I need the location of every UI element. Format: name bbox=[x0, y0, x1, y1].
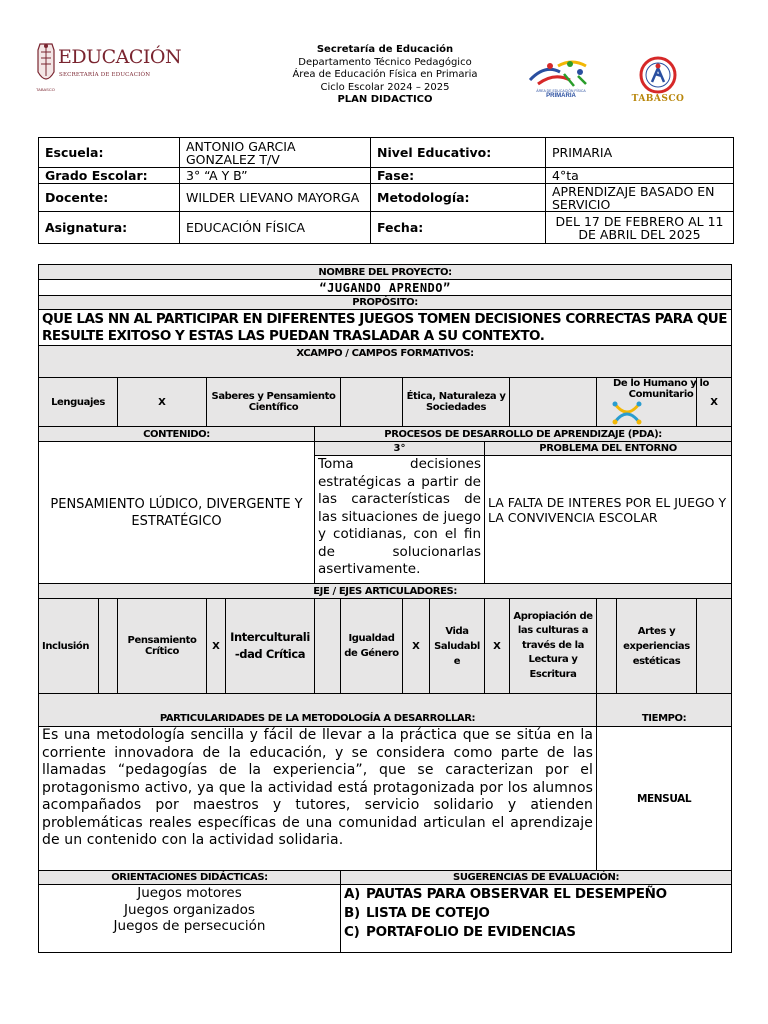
orientacion-item: Juegos organizados bbox=[124, 901, 255, 918]
escuela-value: ANTONIO GARCIA GONZALEZ T/V bbox=[180, 138, 371, 168]
orientaciones-list bbox=[39, 885, 341, 953]
eje-inclusion-mark bbox=[99, 599, 118, 694]
campo-humano bbox=[597, 378, 709, 427]
sugerencia-text: LISTA DE COTEJO bbox=[366, 905, 490, 921]
campo-lenguajes-mark: X bbox=[118, 378, 207, 427]
eje-pensamiento-critico: Pensamiento Crítico bbox=[118, 599, 207, 694]
fase-value: 4°ta bbox=[546, 168, 734, 184]
docente-label: Docente: bbox=[39, 184, 180, 212]
metodologia-value: APRENDIZAJE BASADO EN SERVICIO bbox=[546, 184, 734, 212]
contenido-value: PENSAMIENTO LÚDICO, DIVERGENTE Y ESTRATÉGICO bbox=[39, 442, 315, 584]
tabasco-logo bbox=[626, 56, 690, 106]
proposito-value: QUE LAS NN AL PARTICIPAR EN DIFERENTES JUEGOS TOMEN DECISIONES CORRECTAS PARA QUE RESULTE EXITOSO Y ESTAS LAS PUEDAN TRASLADAR A SU CONTEXTO. bbox=[39, 310, 732, 346]
sugerencias-list bbox=[341, 885, 732, 953]
sugerencia-letter: A) bbox=[344, 886, 361, 902]
mid-logo-caption-1: ÁREA DE EDUCACIÓN FÍSICA bbox=[536, 89, 586, 93]
mid-logo-caption-2: PRIMARIA bbox=[546, 93, 576, 99]
nivel-label: Nivel Educativo: bbox=[371, 138, 546, 168]
campo-saberes: Saberes y Pensamiento Científico bbox=[207, 378, 341, 427]
campos-formativos-label: XCAMPO / CAMPOS FORMATIVOS: bbox=[39, 346, 732, 378]
sugerencia-text: PORTAFOLIO DE EVIDENCIAS bbox=[366, 924, 576, 940]
fecha-value: DEL 17 DE FEBRERO AL 11 DE ABRIL DEL 2025 bbox=[546, 212, 734, 244]
sugerencia-letter: B) bbox=[344, 905, 360, 921]
logo-subtitle: SECRETARÍA DE EDUCACIÓN bbox=[59, 72, 151, 78]
asignatura-value: EDUCACIÓN FÍSICA bbox=[180, 212, 371, 244]
campo-etica-mark bbox=[510, 378, 597, 427]
athletes-icon bbox=[520, 58, 600, 92]
info-table bbox=[38, 137, 734, 244]
pda-label: PROCESOS DE DESARROLLO DE APRENDIZAJE (PDA): bbox=[315, 427, 732, 442]
eje-interculturalidad-mark bbox=[315, 599, 341, 694]
eje-artes-mark bbox=[697, 599, 732, 694]
asignatura-label: Asignatura: bbox=[39, 212, 180, 244]
eje-artes: Artes y experiencias estéticas bbox=[617, 599, 697, 694]
escuela-label: Escuela: bbox=[39, 138, 180, 168]
contenido-label: CONTENIDO: bbox=[39, 427, 315, 442]
eje-lectura-escritura-mark bbox=[597, 599, 617, 694]
logo-state: TABASCO bbox=[36, 87, 55, 92]
tiempo-value: MENSUAL bbox=[597, 727, 732, 871]
tiempo-label: TIEMPO: bbox=[597, 694, 732, 727]
fase-label: Fase: bbox=[371, 168, 546, 184]
eje-vida-saludable-mark: X bbox=[485, 599, 510, 694]
proposito-label: PROPÓSITO: bbox=[39, 296, 732, 310]
campo-lenguajes: Lenguajes bbox=[39, 378, 118, 427]
campo-humano-mark: X bbox=[697, 378, 732, 427]
header-line-4: Ciclo Escolar 2024 – 2025 bbox=[320, 81, 450, 93]
grado-label: Grado Escolar: bbox=[39, 168, 180, 184]
document-header bbox=[250, 44, 520, 107]
docente-value: WILDER LIEVANO MAYORGA bbox=[180, 184, 371, 212]
header-line-2: Departamento Técnico Pedagógico bbox=[298, 56, 472, 68]
eje-igualdad-genero-mark: X bbox=[403, 599, 430, 694]
eje-inclusion: Inclusión bbox=[39, 599, 99, 694]
problema-value: LA FALTA DE INTERES POR EL JUEGO Y LA CONVIVENCIA ESCOLAR bbox=[485, 456, 732, 584]
nivel-value: PRIMARIA bbox=[546, 138, 734, 168]
grado-value: 3° “A Y B” bbox=[180, 168, 371, 184]
eje-pensamiento-critico-mark: X bbox=[207, 599, 226, 694]
metodologia-description: Es una metodología sencilla y fácil de llevar a la práctica que se sitúa en la corriente innovadora de la educación, y se considera como parte de las llamadas “pedagogías de la experiencia”, que se caracterizan por el protagonismo activo, ya que la actividad está protagonizada por los alumnos acompañados por maestros y tutores, servicio solidario y atienden problemáticas reales específicas de una comunidad articulan el aprendizaje de un contenido con la actividad solidaria. bbox=[39, 727, 597, 871]
eje-lectura-escritura: Apropiación de las culturas a través de la Lectura y Escritura bbox=[510, 599, 597, 694]
orientacion-item: Juegos de persecución bbox=[113, 918, 266, 934]
sugerencia-text: PAUTAS PARA OBSERVAR EL DESEMPEÑO bbox=[366, 886, 667, 902]
eje-interculturalidad: Interculturali -dad Crítica bbox=[226, 599, 315, 694]
sugerencia-item bbox=[344, 885, 728, 904]
metodologia-label: Metodología: bbox=[371, 184, 546, 212]
metodologia-section-label: PARTICULARIDADES DE LA METODOLOGÍA A DESARROLLAR: bbox=[39, 694, 597, 727]
orientacion-item: Juegos motores bbox=[137, 885, 242, 901]
header-line-3: Área de Educación Física en Primaria bbox=[292, 69, 478, 80]
sugerencias-label: SUGERENCIAS DE EVALUACIÓN: bbox=[341, 871, 732, 885]
header-line-5: PLAN DIDACTICO bbox=[337, 94, 433, 105]
seal-icon bbox=[626, 56, 690, 94]
nombre-proyecto-label: NOMBRE DEL PROYECTO: bbox=[39, 265, 732, 280]
eje-vida-saludable: Vida Saludabl e bbox=[430, 599, 485, 694]
community-icon bbox=[611, 400, 643, 426]
nombre-proyecto-value: “JUGANDO APRENDO” bbox=[39, 280, 732, 296]
pda-grado: 3° bbox=[315, 442, 485, 456]
campo-humano-label: De lo Humano y lo Comunitario bbox=[613, 378, 709, 400]
pda-value: Toma decisiones estratégicas a partir de las características de las situaciones de juego y cotidianas, con el fin de solucionarlas asertivamente. bbox=[315, 456, 485, 584]
sugerencia-item bbox=[344, 923, 728, 942]
orientaciones-label: ORIENTACIONES DIDÁCTICAS: bbox=[39, 871, 341, 885]
ejes-label: EJE / EJES ARTICULADORES: bbox=[39, 584, 732, 599]
sugerencia-item bbox=[344, 904, 728, 923]
sugerencia-letter: C) bbox=[344, 924, 360, 940]
coat-of-arms-icon bbox=[36, 42, 56, 88]
campo-saberes-mark bbox=[341, 378, 403, 427]
eje-igualdad-genero: Igualdad de Género bbox=[341, 599, 403, 694]
problema-label: PROBLEMA DEL ENTORNO bbox=[485, 442, 732, 456]
right-logo-caption: TABASCO bbox=[631, 94, 685, 104]
logo-title: EDUCACIÓN bbox=[58, 46, 182, 68]
educacion-logo bbox=[36, 42, 182, 92]
educacion-fisica-logo bbox=[520, 58, 600, 102]
plan-table bbox=[38, 264, 732, 953]
campo-etica: Ética, Naturaleza y Sociedades bbox=[403, 378, 510, 427]
header-line-1: Secretaría de Educación bbox=[316, 44, 454, 55]
fecha-label: Fecha: bbox=[371, 212, 546, 244]
